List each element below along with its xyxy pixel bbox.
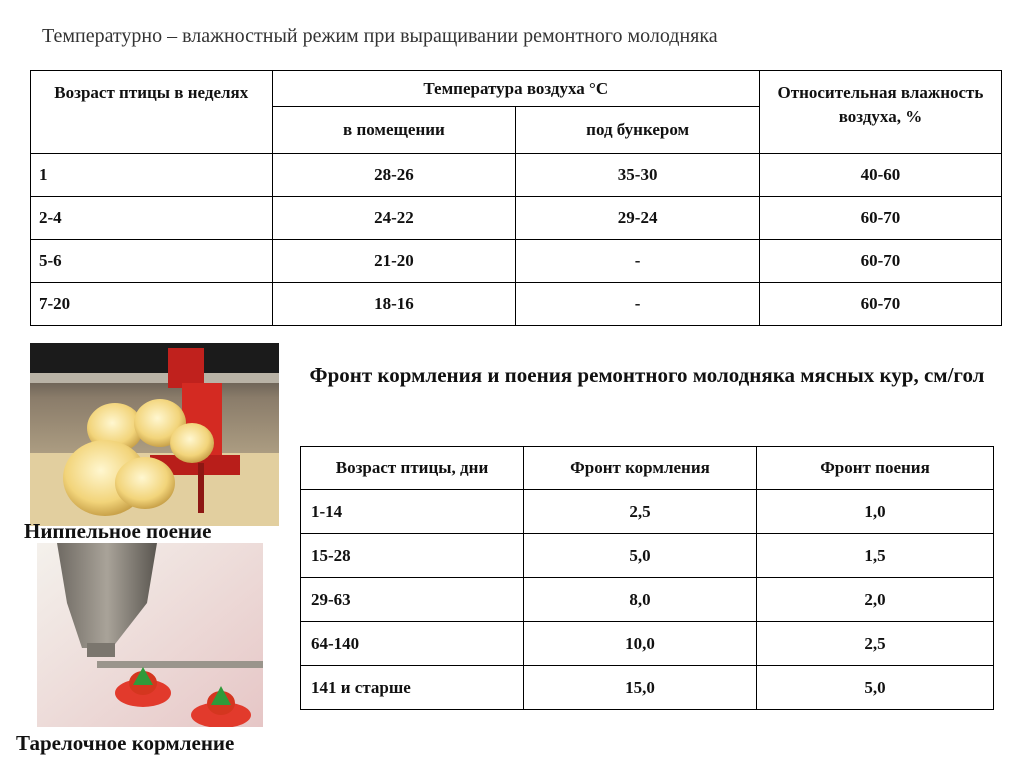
- table-row: [301, 534, 994, 578]
- cell-room-temp: 24-22: [272, 197, 516, 240]
- nipple-drinking-caption: Ниппельное поение: [24, 519, 212, 543]
- cell-humidity: 40-60: [759, 154, 1001, 197]
- cell-age: 1: [31, 154, 273, 197]
- feeding-front-title: Фронт кормления и поения ремонтного молодняка мясных кур, см/гол: [309, 363, 985, 387]
- pan-feeding-caption: Тарелочное кормление: [16, 731, 235, 755]
- cell-drinking: 1,0: [757, 490, 994, 534]
- header-age-days: Возраст птицы, дни: [301, 447, 524, 490]
- header-feeding-front: Фронт кормления: [524, 447, 757, 490]
- cell-bunker-temp: -: [516, 240, 760, 283]
- table-row: [301, 622, 994, 666]
- cell-humidity: 60-70: [759, 283, 1001, 326]
- header-temp-room: в помещении: [272, 107, 516, 154]
- header-drinking-front: Фронт поения: [757, 447, 994, 490]
- header-age-weeks: Возраст птицы в неделях: [31, 71, 273, 154]
- cell-room-temp: 18-16: [272, 283, 516, 326]
- cell-drinking: 2,0: [757, 578, 994, 622]
- cell-room-temp: 28-26: [272, 154, 516, 197]
- table-row: [31, 283, 1002, 326]
- table-row: [31, 197, 1002, 240]
- feeding-drinking-front-table: [300, 446, 994, 710]
- table-row: [31, 154, 1002, 197]
- cell-humidity: 60-70: [759, 240, 1001, 283]
- cell-age: 5-6: [31, 240, 273, 283]
- cell-age: 141 и старше: [301, 666, 524, 710]
- table-row: [301, 578, 994, 622]
- cell-age: 64-140: [301, 622, 524, 666]
- table-row: [31, 240, 1002, 283]
- cell-age: 7-20: [31, 283, 273, 326]
- cell-feeding: 2,5: [524, 490, 757, 534]
- pan-feeding-photo: [37, 543, 263, 727]
- nipple-drinking-photo: [30, 343, 279, 526]
- table-row: [301, 666, 994, 710]
- header-temp-bunker: под бункером: [516, 107, 760, 154]
- cell-drinking: 1,5: [757, 534, 994, 578]
- cell-feeding: 5,0: [524, 534, 757, 578]
- cell-age: 2-4: [31, 197, 273, 240]
- page-title: Температурно – влажностный режим при выращивании ремонтного молодняка: [42, 25, 718, 47]
- cell-bunker-temp: -: [516, 283, 760, 326]
- cell-feeding: 10,0: [524, 622, 757, 666]
- cell-feeding: 15,0: [524, 666, 757, 710]
- cell-bunker-temp: 35-30: [516, 154, 760, 197]
- cell-age: 15-28: [301, 534, 524, 578]
- cell-drinking: 5,0: [757, 666, 994, 710]
- cell-age: 1-14: [301, 490, 524, 534]
- header-relative-humidity: Относительная влажность воздуха, %: [759, 71, 1001, 154]
- cell-age: 29-63: [301, 578, 524, 622]
- temperature-humidity-table: [30, 70, 1002, 326]
- cell-room-temp: 21-20: [272, 240, 516, 283]
- cell-bunker-temp: 29-24: [516, 197, 760, 240]
- table-row: [301, 490, 994, 534]
- cell-feeding: 8,0: [524, 578, 757, 622]
- header-air-temperature: Температура воздуха °С: [272, 71, 759, 107]
- cell-drinking: 2,5: [757, 622, 994, 666]
- cell-humidity: 60-70: [759, 197, 1001, 240]
